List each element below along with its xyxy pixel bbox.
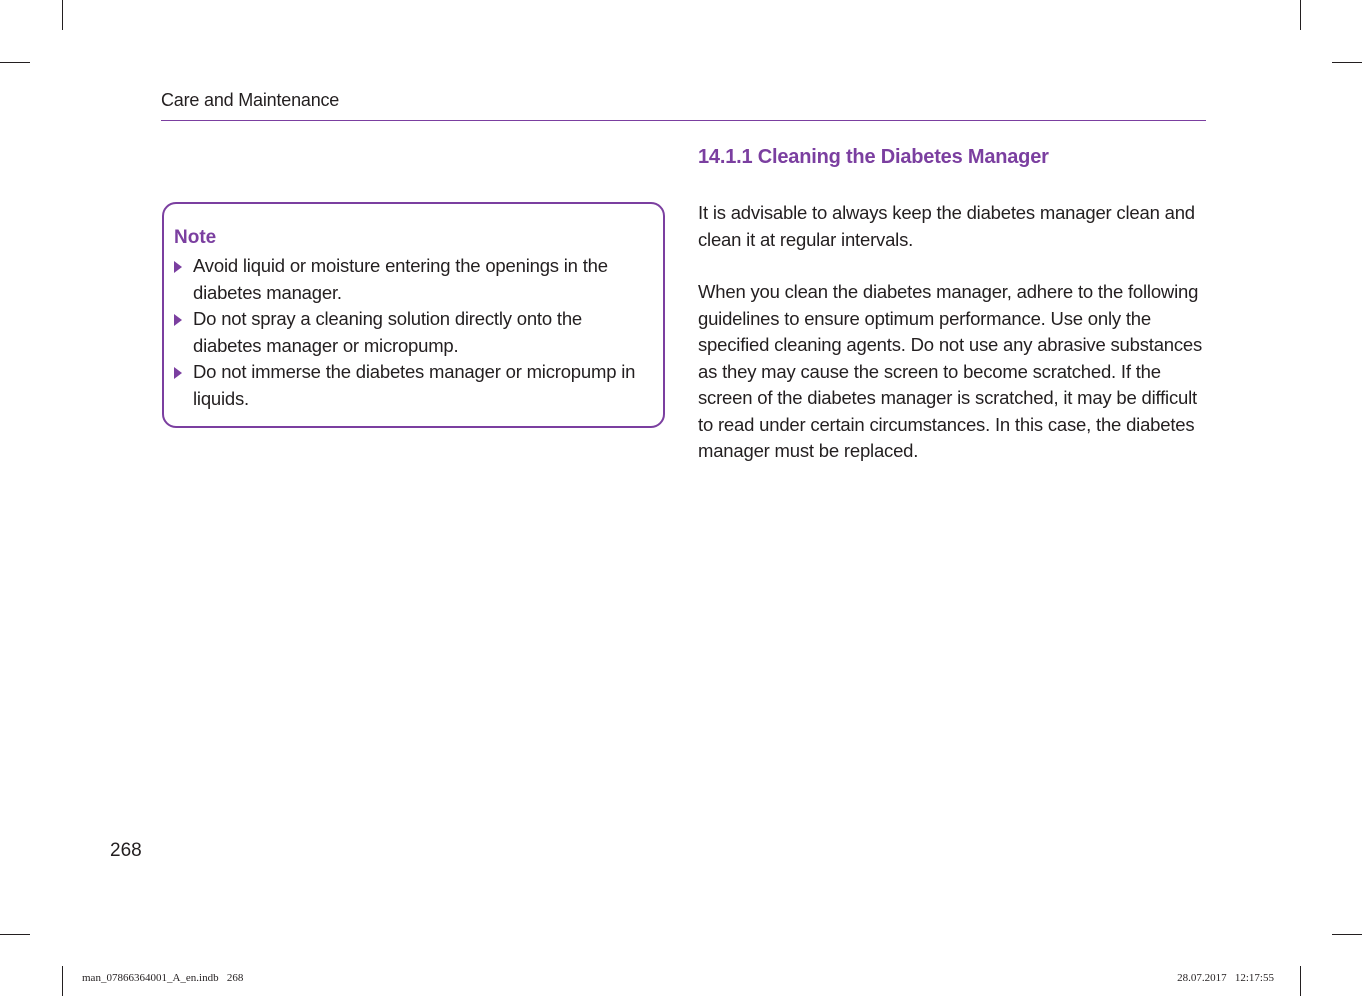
note-item-text: Do not spray a cleaning solution directly onto the diabetes manager or micropump. <box>193 308 583 356</box>
crop-mark <box>1332 934 1362 935</box>
crop-mark <box>0 934 30 935</box>
note-item <box>174 253 644 306</box>
note-title: Note <box>174 227 217 248</box>
header-divider <box>161 120 1206 121</box>
note-item-text: Do not immerse the diabetes manager or micropump in liquids. <box>193 361 636 409</box>
note-item <box>174 359 644 412</box>
page-number: 268 <box>110 840 142 861</box>
section-heading: 14.1.1 Cleaning the Diabetes Manager <box>698 146 1049 168</box>
crop-mark <box>62 966 63 996</box>
note-item <box>174 306 644 359</box>
print-slug-file: man_07866364001_A_en.indb 268 <box>82 972 244 984</box>
triangle-bullet-icon <box>174 367 182 379</box>
running-header: Care and Maintenance <box>161 90 340 110</box>
crop-mark <box>1300 0 1301 30</box>
body-paragraph: When you clean the diabetes manager, adhere to the following guidelines to ensure optimum performance. Use only the specified cleaning agents. Do not use any abrasive substances as they may cause the screen to become scratched. If the screen of the diabetes manager is scratched, it may be difficult to read under certain circumstances. In this case, the diabetes manager must be replaced. <box>698 281 1203 461</box>
note-item-text: Avoid liquid or moisture entering the openings in the diabetes manager. <box>193 255 608 303</box>
crop-mark <box>1300 966 1301 996</box>
crop-mark <box>0 62 30 63</box>
body-paragraph: It is advisable to always keep the diabetes manager clean and clean it at regular intervals. <box>698 202 1195 250</box>
crop-mark <box>1332 62 1362 63</box>
print-slug-datetime: 28.07.2017 12:17:55 <box>1177 972 1274 984</box>
crop-mark <box>62 0 63 30</box>
triangle-bullet-icon <box>174 261 182 273</box>
triangle-bullet-icon <box>174 314 182 326</box>
